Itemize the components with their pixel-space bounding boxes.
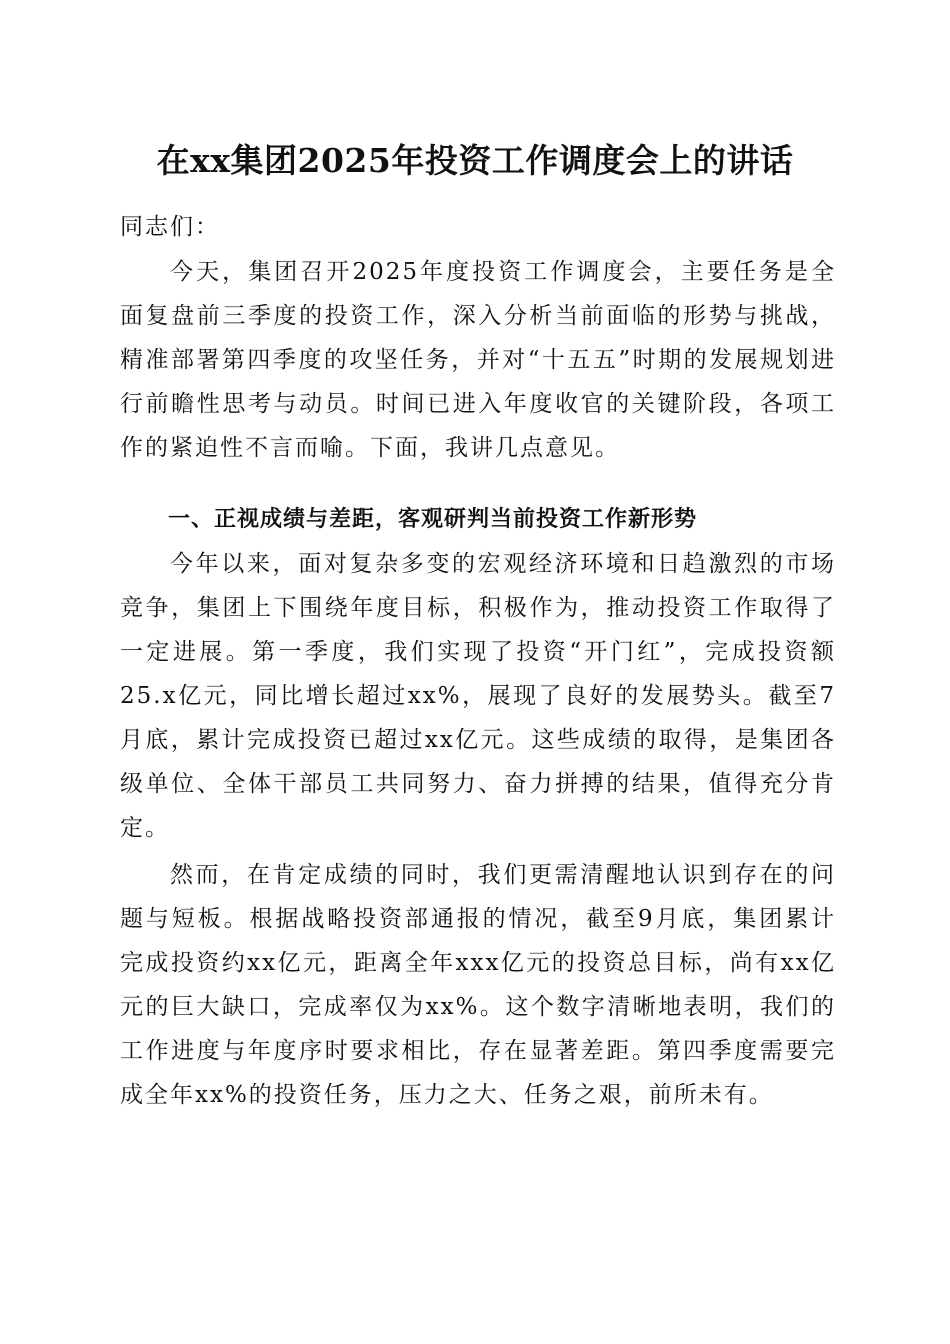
page-title: 在xx集团2025年投资工作调度会上的讲话 xyxy=(156,141,794,180)
salutation: 同志们： xyxy=(120,214,220,240)
paragraph-gaps: 然而，在肯定成绩的同时，我们更需清醒地认识到存在的问题与短板。根据战略投资部通报的情况，截至9月底，集团累计完成投资约xx亿元，距离全年xxx亿元的投资总目标，尚有xx亿元的巨大缺口，完成率仅为xx%。这个数字清晰地表明，我们的工作进度与年度序时要求相比，存在显著差距。第四季度需要完成全年xx%的投资任务，压力之大、任务之艰，前所未有。 xyxy=(120,862,836,1108)
paragraph-achievements: 今年以来，面对复杂多变的宏观经济环境和日趋激烈的市场竞争，集团上下围绕年度目标，积极作为，推动投资工作取得了一定进展。第一季度，我们实现了投资“开门红”，完成投资额25.x亿元，同比增长超过xx%，展现了良好的发展势头。截至7月底，累计完成投资已超过xx亿元。这些成绩的取得，是集团各级单位、全体干部员工共同努力、奋力拼搏的结果，值得充分肯定。 xyxy=(120,551,836,841)
paragraph-intro: 今天，集团召开2025年度投资工作调度会，主要任务是全面复盘前三季度的投资工作，深入分析当前面临的形势与挑战，精准部署第四季度的攻坚任务，并对“十五五”时期的发展规划进行前瞻性思考与动员。时间已进入年度收官的关键阶段，各项工作的紧迫性不言而喻。下面，我讲几点意见。 xyxy=(120,259,836,461)
section-heading-1: 一、正视成绩与差距，客观研判当前投资工作新形势 xyxy=(168,507,698,532)
